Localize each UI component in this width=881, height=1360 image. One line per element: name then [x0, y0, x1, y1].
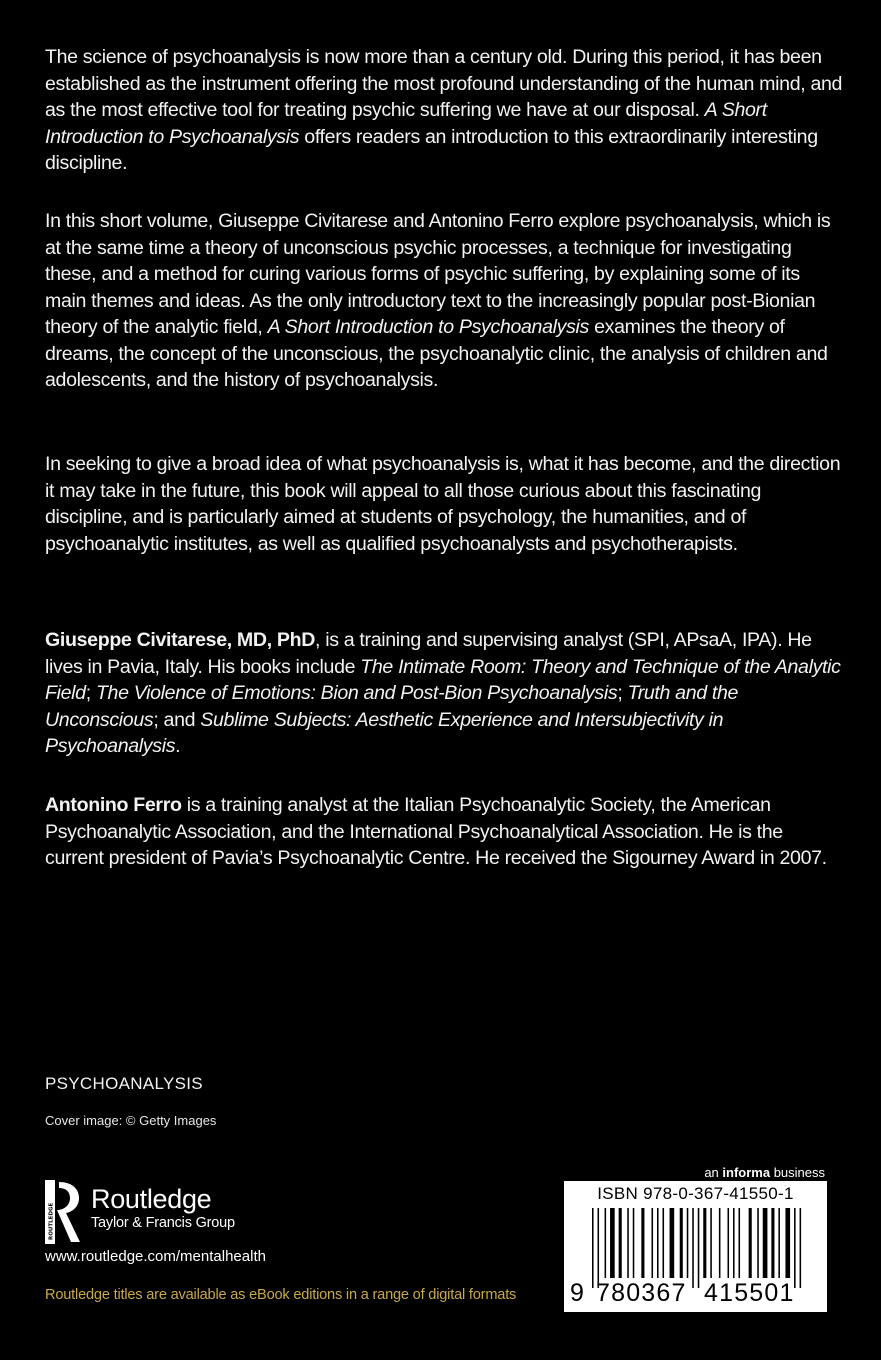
barcode-bar	[657, 1208, 659, 1278]
barcode-bar	[598, 1208, 600, 1288]
publisher-name: Routledge	[91, 1184, 212, 1214]
barcode-bar	[771, 1208, 774, 1278]
author-2-name: Antonino Ferro	[45, 794, 182, 816]
barcode-bar	[619, 1208, 622, 1278]
barcode-right-group: 415501	[704, 1279, 795, 1307]
barcode-bar	[728, 1208, 730, 1278]
blurb-1-book-title: A Short Introduction to Psychoanalysis	[45, 99, 767, 148]
informa-prefix: an	[704, 1165, 723, 1180]
author-1-text: , is a training and supervising analyst (SPI, APsaA, IPA). He lives in Pavia, Italy. His books include	[45, 629, 812, 678]
isbn-number: ISBN 978-0-367-41550-1	[597, 1184, 794, 1203]
publisher-group: Taylor & Francis Group	[91, 1215, 235, 1231]
author-1-book-2: The Violence of Emotions: Bion and Post-Bion Psychoanalysis	[95, 682, 618, 704]
barcode-bar	[800, 1208, 802, 1288]
barcode-bar	[670, 1208, 675, 1278]
informa-suffix: business	[770, 1165, 825, 1180]
informa-tagline	[704, 1165, 825, 1180]
website-link[interactable]: www.routledge.com/mentalhealth	[45, 1248, 266, 1265]
isbn-barcode	[564, 1181, 827, 1312]
barcode-icon	[588, 1208, 804, 1288]
barcode-bar	[605, 1208, 607, 1278]
barcode-bar	[710, 1208, 712, 1278]
barcode-bar	[610, 1208, 615, 1278]
barcode-left-group: 780367	[596, 1279, 687, 1307]
blurb-paragraph-3	[45, 451, 845, 557]
blurb-2-book-title: A Short Introduction to Psychoanalysis	[267, 316, 589, 338]
separator: ;	[85, 682, 96, 704]
blurb-3-text: In seeking to give a broad idea of what psychoanalysis is, what it has become, and the direction it may take in the future, this book will appeal to all those curious about this fascinating discipline, and is particularly aimed at students of psychology, the humanities, and of psychoanalytic institutes, as well as qualified psychoanalysts and psychotherapists.	[45, 453, 841, 555]
subject-category: PSYCHOANALYSIS	[45, 1074, 203, 1093]
blurb-paragraph-1	[45, 44, 845, 177]
barcode-bar	[763, 1208, 768, 1278]
svg-text:ROUTLEDGE: ROUTLEDGE	[48, 1202, 55, 1240]
barcode-bar	[692, 1208, 694, 1288]
barcode-bar	[794, 1208, 796, 1288]
author-bio-civitarese	[45, 627, 845, 760]
barcode-bar	[592, 1208, 594, 1288]
ebook-note: Routledge titles are available as eBook editions in a range of digital formats	[45, 1287, 517, 1303]
barcode-bar	[719, 1208, 721, 1278]
barcode-bar	[641, 1208, 644, 1278]
separator: .	[175, 735, 181, 757]
blurb-1-text-a: The science of psychoanalysis is now more than a century old. During this period, it has been established as the instrument offering the most profound understanding of the human mind, and as the most effective tool for treating psychic suffering we have at our disposal.	[45, 46, 843, 121]
informa-brand: informa	[722, 1165, 771, 1180]
barcode-lead-digit: 9	[570, 1279, 586, 1307]
author-bio-ferro	[45, 792, 845, 872]
barcode-bar	[663, 1208, 665, 1278]
barcode-bar	[627, 1208, 629, 1278]
author-1-book-1: The Intimate Room: Theory and Technique of the Analytic Field	[45, 655, 841, 704]
barcode-bar	[739, 1208, 741, 1278]
author-1-name: Giuseppe Civitarese, MD, PhD	[45, 629, 316, 651]
barcode-bar	[703, 1208, 706, 1278]
barcode-bar	[757, 1208, 759, 1278]
barcode-bar	[633, 1208, 635, 1278]
barcode-bar	[785, 1208, 790, 1278]
barcode-bar	[652, 1208, 654, 1278]
author-1-book-3: Truth and the Unconscious	[45, 682, 739, 731]
blurb-1-text-b: offers readers an introduction to this extraordinarily interesting discipline.	[45, 125, 818, 174]
blurb-2-text-a: In this short volume, Giuseppe Civitarese and Antonino Ferro explore psychoanalysis, which is at the same time a theory of unconscious psychic processes, a technique for investigating these, and a method for curing various forms of psychic suffering, by explaining some of its main themes and ideas. As the only introductory text to the increasingly popular post-Bionian theory of the analytic field,	[45, 210, 831, 338]
author-1-book-4: Sublime Subjects: Aesthetic Experience and Intersubjectivity in Psychoanalysis	[45, 708, 724, 757]
author-2-text: is a training analyst at the Italian Psychoanalytic Society, the American Psychoanalytic Association, and the International Psychoanalytical Association. He is the current president of Pavia’s Psychoanalytic Centre. He received the Sigourney Award in 2007.	[45, 794, 827, 869]
separator: ; and	[153, 708, 201, 731]
blurb-paragraph-2	[45, 208, 845, 394]
barcode-bar	[687, 1208, 689, 1278]
barcode-bar	[778, 1208, 780, 1278]
routledge-logo-icon	[45, 1180, 83, 1244]
barcode-bar	[733, 1208, 735, 1278]
separator: ;	[617, 682, 628, 704]
blurb-2-text-b: examines the theory of dreams, the concept of the unconscious, the psychoanalytic clinic, the analysis of children and adolescents, and the history of psychoanalysis.	[45, 316, 828, 391]
barcode-bar	[749, 1208, 752, 1278]
cover-credit: Cover image: © Getty Images	[45, 1113, 217, 1128]
publisher-logo	[45, 1180, 235, 1244]
barcode-bar	[680, 1208, 683, 1278]
barcode-bar	[698, 1208, 700, 1288]
